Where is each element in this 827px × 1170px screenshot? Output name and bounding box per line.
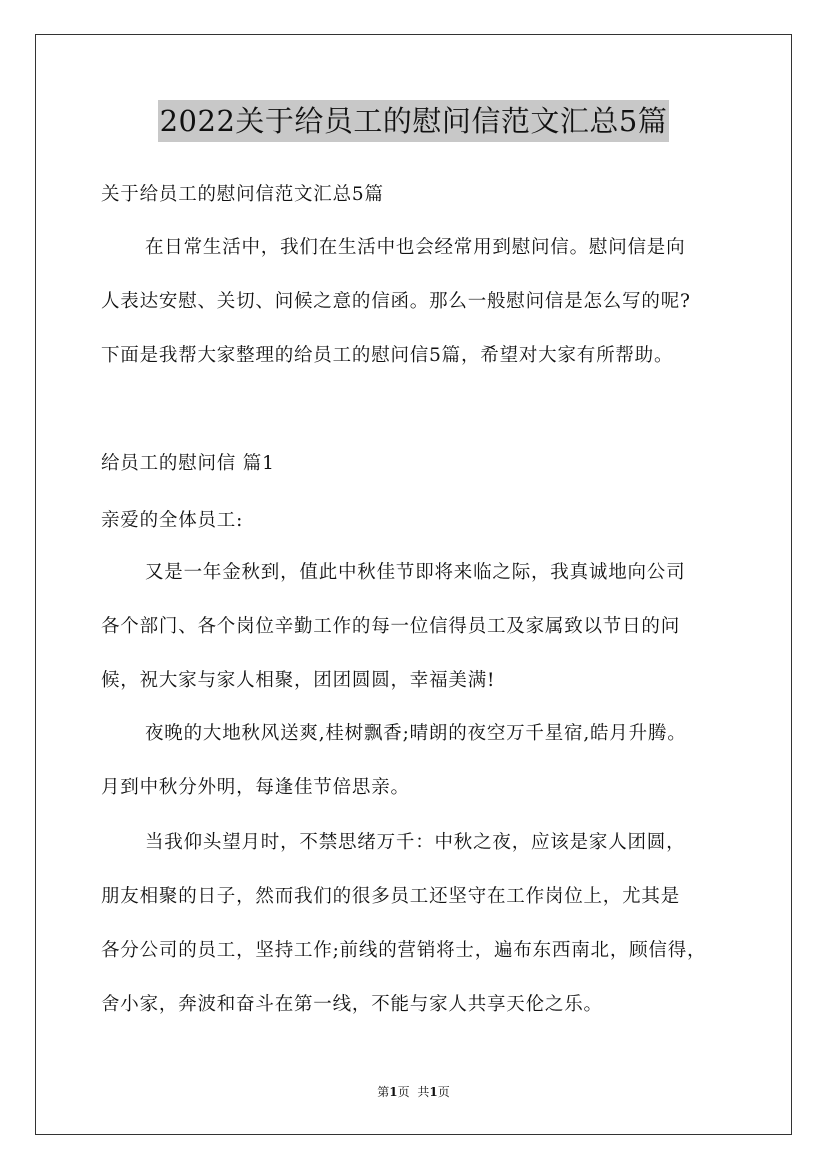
document-subtitle: 关于给员工的慰问信范文汇总5篇	[101, 184, 384, 205]
paragraph-line: 候，祝大家与家人相聚，团团圆圆，幸福美满!	[101, 670, 496, 691]
intro-line: 在日常生活中，我们在生活中也会经常用到慰问信。慰问信是向	[145, 237, 686, 258]
page-label-suffix: 页	[397, 1085, 410, 1099]
section-heading: 给员工的慰问信 篇1	[101, 453, 275, 474]
total-label-prefix: 共	[417, 1085, 430, 1099]
paragraph-line: 月到中秋分外明，每逢佳节倍思亲。	[101, 777, 410, 798]
paragraph-line: 朋友相聚的日子，然而我们的很多员工还坚守在工作岗位上，尤其是	[101, 886, 681, 907]
intro-line: 下面是我帮大家整理的给员工的慰问信5篇，希望对大家有所帮助。	[101, 345, 674, 366]
document-title: 2022关于给员工的慰问信范文汇总5篇	[158, 100, 670, 142]
total-pages: 1	[429, 1085, 438, 1099]
title-container	[0, 100, 827, 142]
salutation: 亲爱的全体员工:	[101, 510, 244, 531]
page-number: 1	[389, 1085, 398, 1099]
intro-line: 人表达安慰、关切、问候之意的信函。那么一般慰问信是怎么写的呢?	[101, 291, 691, 312]
paragraph-line: 舍小家，奔波和奋斗在第一线，不能与家人共享天伦之乐。	[101, 994, 603, 1015]
paragraph-line: 夜晚的大地秋风送爽,桂树飘香;晴朗的夜空万千星宿,皓月升腾。	[145, 723, 687, 744]
paragraph-line: 当我仰头望月时，不禁思绪万千：中秋之夜，应该是家人团圆，	[145, 832, 686, 853]
paragraph-line: 各个部门、各个岗位辛勤工作的每一位信得员工及家属致以节日的问	[101, 616, 681, 637]
total-label-suffix: 页	[437, 1085, 450, 1099]
page-footer	[0, 1084, 827, 1100]
paragraph-line: 又是一年金秋到，值此中秋佳节即将来临之际，我真诚地向公司	[145, 562, 686, 583]
page-label-prefix: 第	[377, 1085, 390, 1099]
paragraph-line: 各分公司的员工，坚持工作;前线的营销将士，遍布东西南北，顾信得，	[101, 940, 707, 961]
